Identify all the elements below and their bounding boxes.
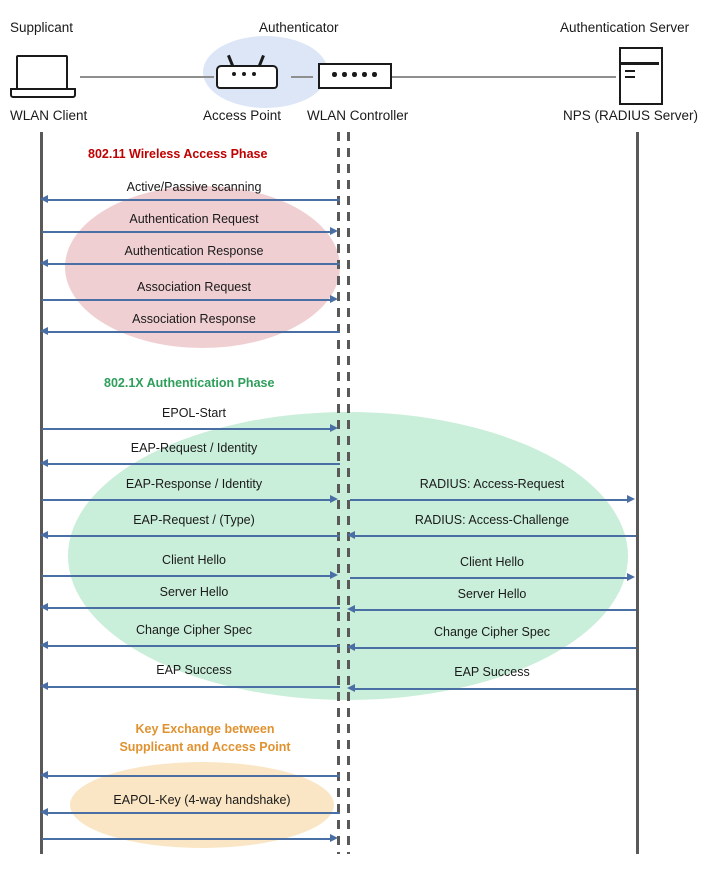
arrow-head-icon <box>330 571 338 579</box>
message-label: EAP-Request / Identity <box>130 441 258 455</box>
message-arrow <box>354 609 636 611</box>
message-arrow <box>46 463 340 465</box>
access-point-icon <box>216 55 274 87</box>
arrow-head-icon <box>330 295 338 303</box>
message-arrow <box>46 535 340 537</box>
phase-title-dot1x-auth: 802.1X Authentication Phase <box>104 376 275 390</box>
message-label: Client Hello <box>162 553 226 567</box>
arrow-head-icon <box>347 684 355 692</box>
message-arrow <box>354 647 636 649</box>
arrow-head-icon <box>40 327 48 335</box>
message-label: EPOL-Start <box>162 406 226 420</box>
message-label: Active/Passive scanning <box>126 180 262 194</box>
laptop-icon <box>10 55 72 95</box>
actor-role-supplicant: Supplicant <box>10 20 74 35</box>
link-client-ap <box>80 76 214 78</box>
message-label: EAP-Request / (Type) <box>133 513 255 527</box>
message-arrow <box>46 331 340 333</box>
arrow-head-icon <box>627 573 635 581</box>
message-label: Association Request <box>137 280 251 294</box>
message-arrow <box>42 575 332 577</box>
message-label: Association Response <box>132 312 256 326</box>
message-arrow <box>350 577 628 579</box>
actor-device-wlan-client: WLAN Client <box>10 108 88 123</box>
message-arrow <box>46 812 340 814</box>
message-label: Server Hello <box>457 587 527 601</box>
link-ap-controller <box>291 76 313 78</box>
message-arrow <box>350 499 628 501</box>
arrow-head-icon <box>40 682 48 690</box>
message-arrow <box>46 645 340 647</box>
arrow-head-icon <box>40 459 48 467</box>
arrow-head-icon <box>40 195 48 203</box>
actor-role-authenticator: Authenticator <box>259 20 339 35</box>
message-arrow <box>46 199 340 201</box>
arrow-head-icon <box>347 605 355 613</box>
arrow-head-icon <box>40 259 48 267</box>
message-label: Server Hello <box>159 585 229 599</box>
message-arrow <box>42 428 332 430</box>
actor-device-access-point: Access Point <box>203 108 282 123</box>
phase-title-wireless-access: 802.11 Wireless Access Phase <box>88 147 268 161</box>
actor-device-nps-radius-server: NPS (RADIUS Server) <box>563 108 699 123</box>
arrow-head-icon <box>347 531 355 539</box>
arrow-head-icon <box>40 531 48 539</box>
arrow-head-icon <box>330 834 338 842</box>
message-arrow <box>354 535 636 537</box>
actor-device-wlan-controller: WLAN Controller <box>307 108 409 123</box>
message-arrow <box>46 686 340 688</box>
message-label: EAP-Response / Identity <box>125 477 263 491</box>
message-label: RADIUS: Access-Request <box>419 477 565 491</box>
link-controller-server <box>391 76 616 78</box>
arrow-head-icon <box>627 495 635 503</box>
message-label: RADIUS: Access-Challenge <box>414 513 570 527</box>
message-label: Authentication Request <box>129 212 259 226</box>
phase-title-key-exchange-line2: Supplicant and Access Point <box>119 740 291 754</box>
wlan-controller-icon <box>318 55 388 87</box>
lifeline-authenticator-right <box>347 132 350 854</box>
server-icon <box>619 47 659 102</box>
actor-role-authentication-server: Authentication Server <box>560 20 690 35</box>
arrow-head-icon <box>330 495 338 503</box>
message-arrow <box>42 838 332 840</box>
message-label: Authentication Response <box>124 244 264 258</box>
phase-title-key-exchange-line1: Key Exchange between <box>135 722 275 736</box>
arrow-head-icon <box>40 641 48 649</box>
arrow-head-icon <box>40 808 48 816</box>
lifeline-supplicant <box>40 132 43 854</box>
message-label: EAP Success <box>156 663 232 677</box>
lifeline-authentication-server <box>636 132 639 854</box>
message-arrow <box>42 299 332 301</box>
arrow-head-icon <box>347 643 355 651</box>
message-arrow <box>46 263 340 265</box>
message-arrow <box>42 499 332 501</box>
message-arrow <box>354 688 636 690</box>
message-arrow <box>46 607 340 609</box>
arrow-head-icon <box>330 424 338 432</box>
message-label: Client Hello <box>460 555 524 569</box>
message-arrow <box>46 775 340 777</box>
arrow-head-icon <box>40 771 48 779</box>
message-label: EAPOL-Key (4-way handshake) <box>113 793 291 807</box>
message-label: Change Cipher Spec <box>433 625 551 639</box>
arrow-head-icon <box>330 227 338 235</box>
message-label: Change Cipher Spec <box>135 623 253 637</box>
message-label: EAP Success <box>454 665 530 679</box>
lifeline-authenticator-left <box>337 132 340 854</box>
arrow-head-icon <box>40 603 48 611</box>
message-arrow <box>42 231 332 233</box>
